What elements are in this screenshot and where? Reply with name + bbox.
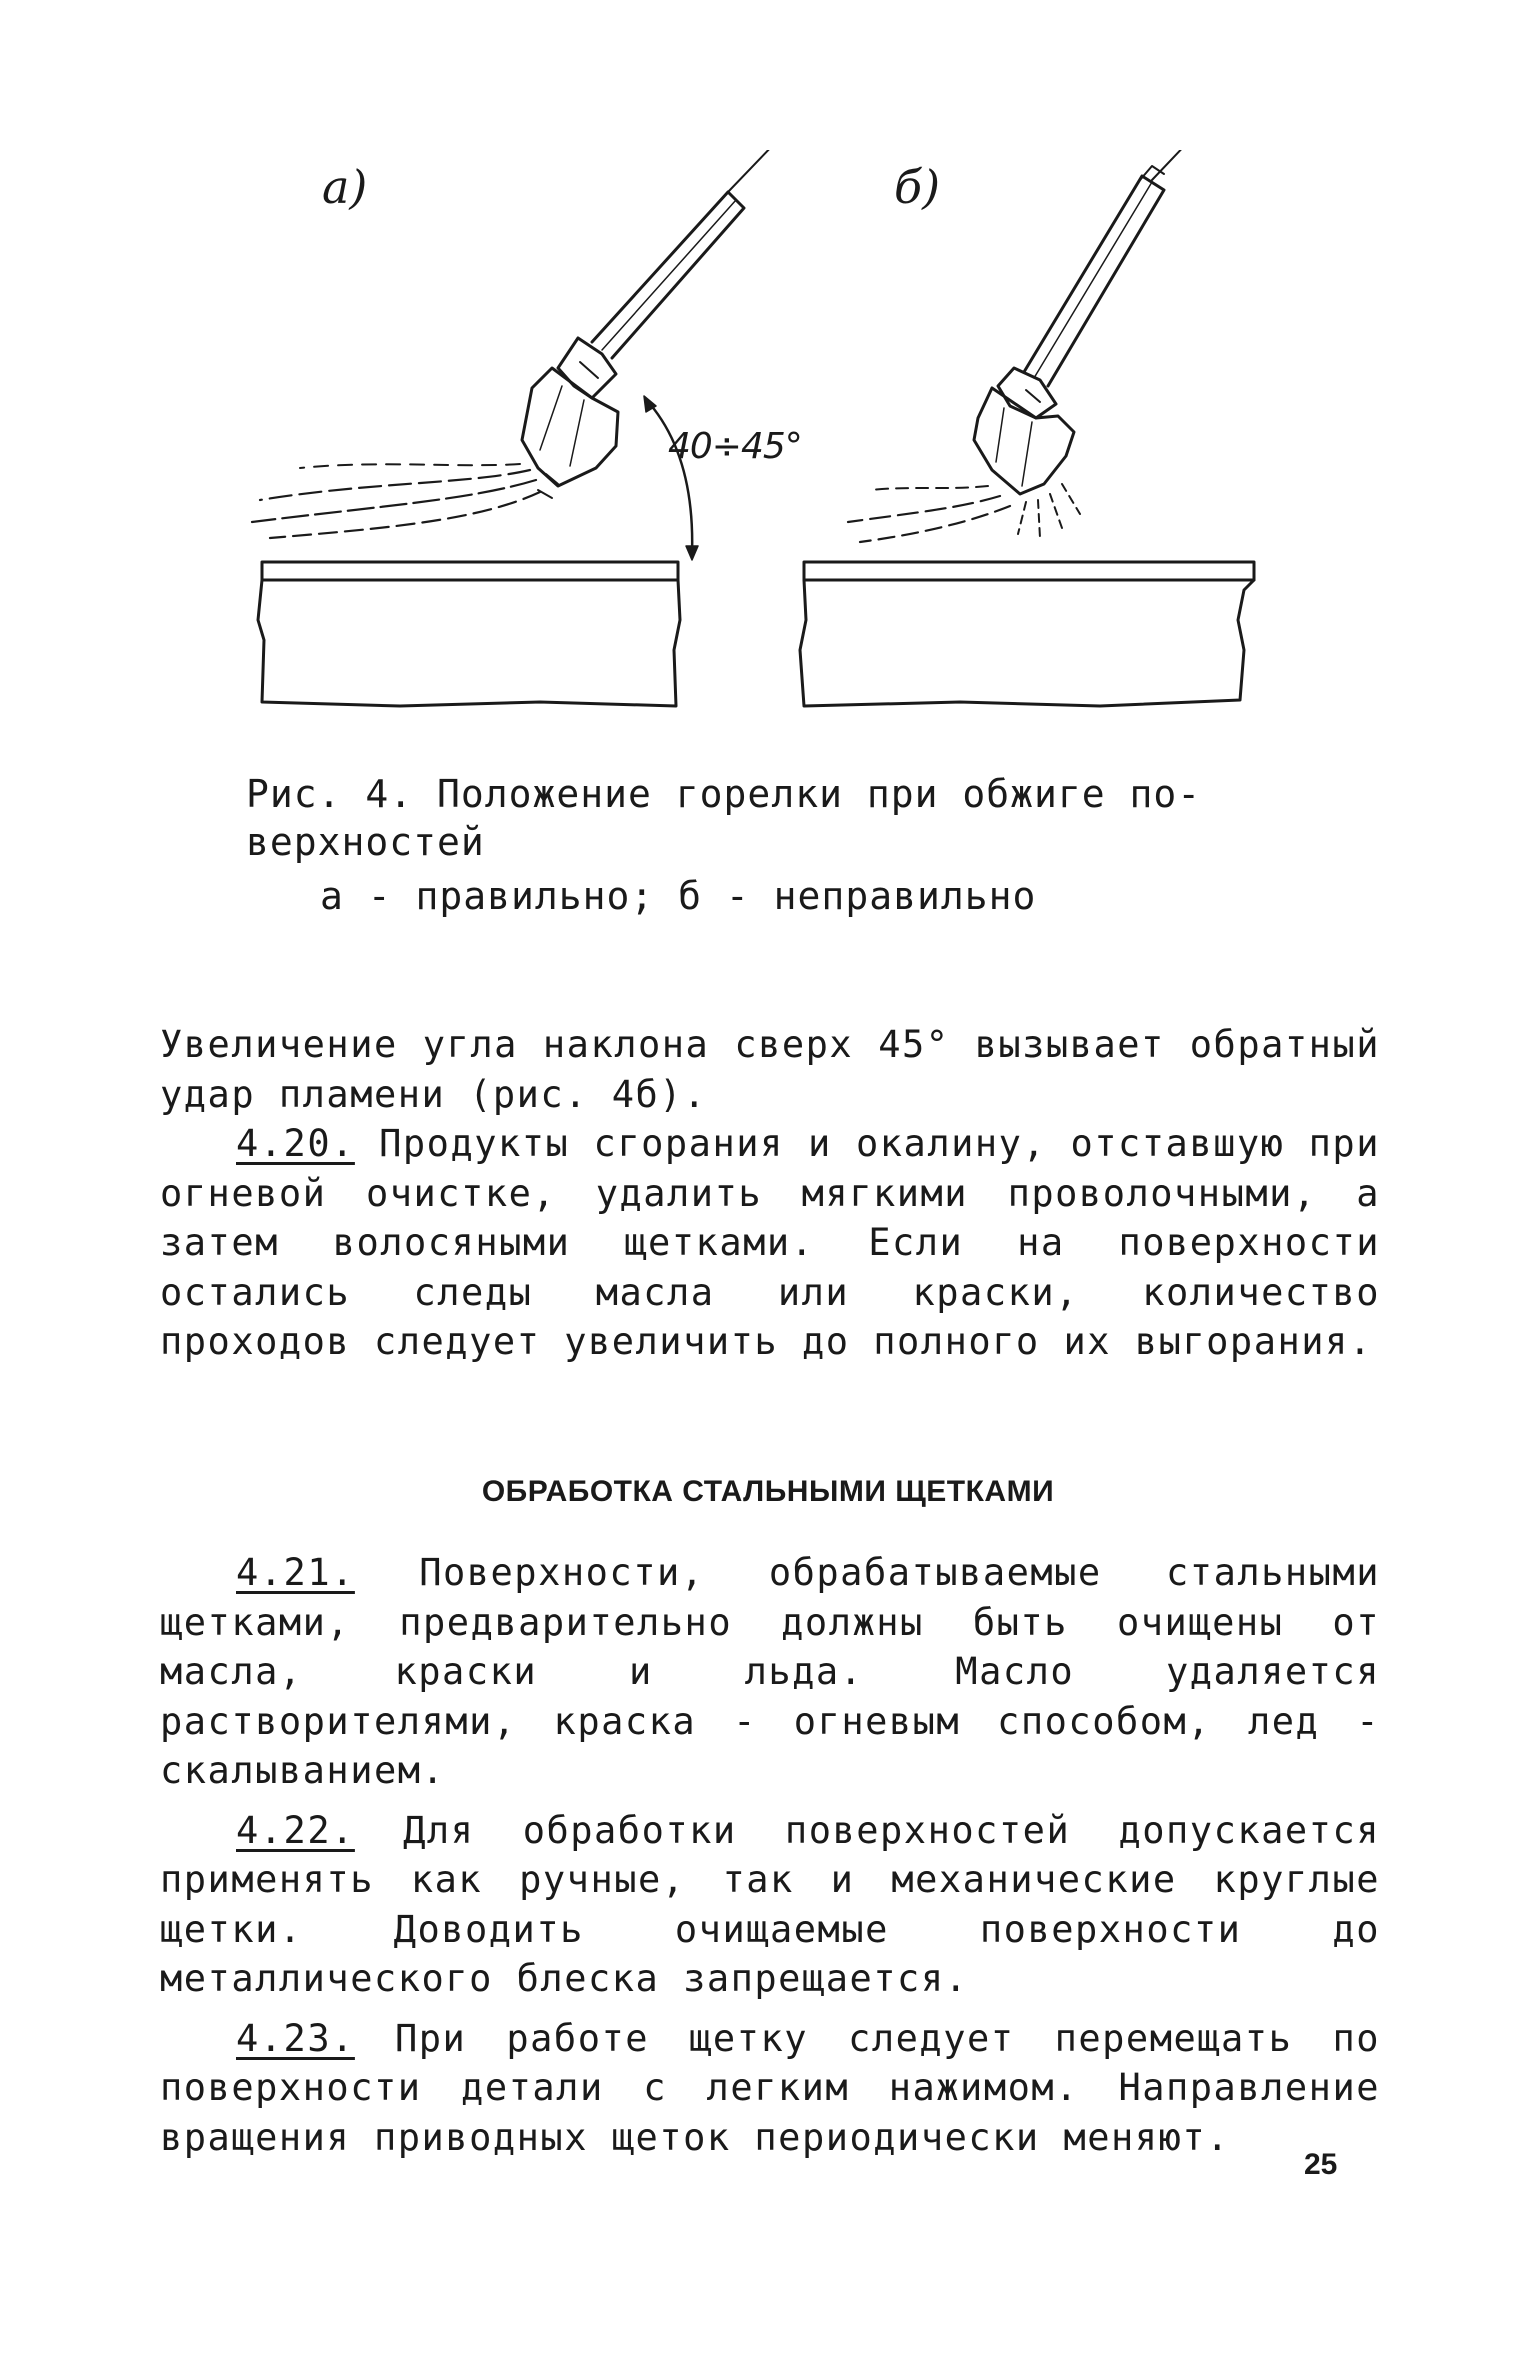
caption-line-1: Рис. 4. Положение горелки при обжиге по-верхностей: [246, 772, 1202, 864]
paragraph-angle: Увеличение угла наклона сверх 45° вызывает обратный удар пламени (рис. 4б).: [160, 1023, 1380, 1116]
caption-line-2: а - правильно; б - неправильно: [320, 874, 1037, 918]
torch-tube-b: [1024, 176, 1164, 386]
text-block-top: [160, 1020, 1380, 1367]
paragraph-4-20: [160, 1119, 1380, 1367]
paragraph-text: Продукты сгорания и окалину, отставшую при огневой очистке, удалить мягкими проволочными, а затем волосяными щетками. Если на поверхности остались следы масла или краски, количество проходов следует увеличить до полного их выгорания.: [160, 1122, 1380, 1363]
paragraph-number: 4.23.: [236, 2016, 355, 2060]
diagram-b: [800, 150, 1254, 706]
page-number: 25: [1304, 2148, 1338, 2181]
paragraph-text: При работе щетку следует перемещать по поверхности детали с легким нажимом. Направление вращения приводных щеток периодически меняют.: [160, 2016, 1380, 2159]
angle-label: 40÷45°: [668, 426, 802, 467]
torch-nozzle-b: [974, 388, 1074, 494]
paragraph-text: Для обработки поверхностей допускается применять как ручные, так и механические круглые щетки. Доводить очищаемые поверхности до металлического блеска запрещается.: [160, 1808, 1380, 2000]
paragraph-number: 4.20.: [236, 1122, 355, 1165]
paragraph-number: 4.21.: [236, 1551, 355, 1594]
text-block-bottom: [160, 1548, 1380, 2162]
paragraph-4-23: [160, 2014, 1380, 2163]
section-title: ОБРАБОТКА СТАЛЬНЫМИ ЩЕТКАМИ: [481, 1475, 1055, 1508]
figure-label-a: а): [322, 160, 368, 214]
paragraph-4-22: [160, 1806, 1380, 2004]
plate-top-b: [804, 562, 1254, 580]
plate-top-a: [262, 562, 678, 580]
paragraph-4-21: [160, 1548, 1380, 1796]
plate-body-b: [800, 580, 1254, 706]
paragraph-number: 4.22.: [236, 1808, 355, 1852]
figure-burner-position: [240, 150, 1300, 730]
figure-label-b: б): [894, 160, 941, 214]
figure-caption: [246, 770, 1326, 920]
paragraph-text: Поверхности, обрабатываемые стальными щетками, предварительно должны быть очищены от масла, краски и льда. Масло удаляется растворителями, краска - огневым способом, лед - скалыванием.: [160, 1551, 1380, 1792]
plate-body-a: [258, 580, 680, 706]
